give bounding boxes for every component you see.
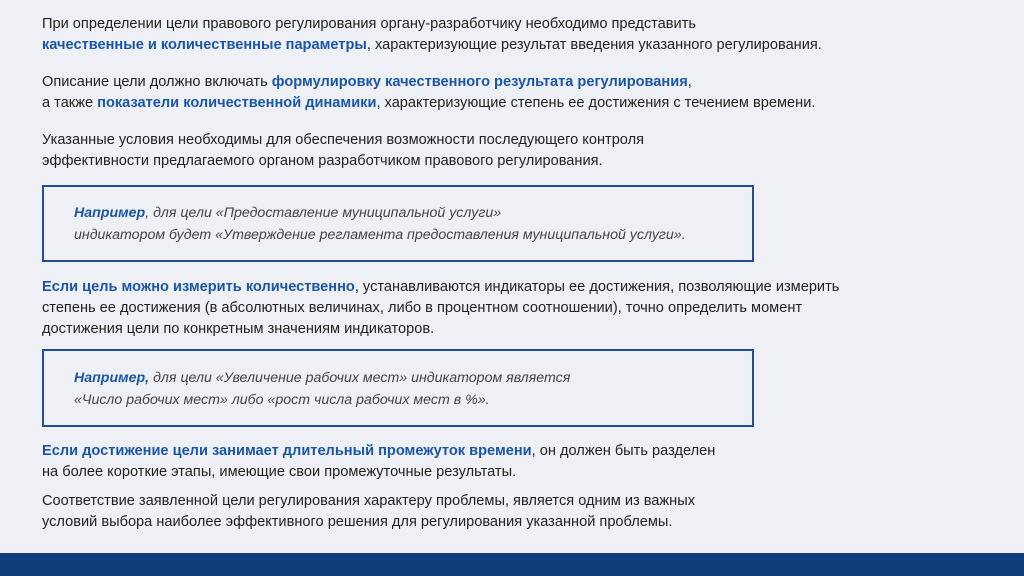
text-line: Указанные условия необходимы для обеспечения возможности последующего контроля <box>42 132 645 148</box>
example-text <box>74 367 570 411</box>
paragraph-goal-description <box>42 72 815 114</box>
example-lead: Например, <box>74 370 150 386</box>
paragraph-conclusion <box>42 491 695 533</box>
text-line <box>42 93 815 114</box>
text: для цели «Увеличение рабочих мест» индикатором является <box>149 370 571 386</box>
text: , он должен быть разделен <box>531 443 716 459</box>
highlight-long-term: Если достижение цели занимает длительный промежуток времени <box>42 443 532 459</box>
text-line: «Число рабочих мест» либо «рост числа рабочих мест в %». <box>74 392 490 408</box>
text: , характеризующие результат введения указанного регулирования. <box>366 37 822 53</box>
text-line <box>42 72 815 93</box>
example-box-municipal-service <box>42 185 754 262</box>
highlight-quantitative-dynamics: показатели количественной динамики <box>97 95 377 111</box>
footer-bar <box>0 553 1024 576</box>
text-line <box>42 441 715 462</box>
paragraph-parameters <box>42 14 822 56</box>
paragraph-long-term-goal <box>42 441 715 483</box>
text-line: на более короткие этапы, имеющие свои промежуточные результаты. <box>42 464 517 480</box>
text-line: условий выбора наиболее эффективного решения для регулирования указанной проблемы. <box>42 514 673 530</box>
text-line <box>42 35 822 56</box>
text: , устанавливаются индикаторы ее достижения, позволяющие измерить <box>354 279 840 295</box>
text-line: индикатором будет «Утверждение регламента предоставления муниципальной услуги». <box>74 227 686 243</box>
example-lead: Например <box>74 205 146 221</box>
text: При определении цели правового регулирования органу-разработчику необходимо представить <box>42 16 696 32</box>
text-line: степень ее достижения (в абсолютных величинах, либо в процентном соотношении), точно определить момент <box>42 300 803 316</box>
highlight-qualitative-result: формулировку качественного результата регулирования <box>271 74 688 90</box>
example-box-jobs <box>42 349 754 427</box>
highlight-measurable: Если цель можно измерить количественно <box>42 279 355 295</box>
paragraph-control-conditions <box>42 130 644 172</box>
text-line: Соответствие заявленной цели регулирования характеру проблемы, является одним из важных <box>42 493 696 509</box>
text-line <box>42 14 822 35</box>
text-line: эффективности предлагаемого органом разработчиком правового регулирования. <box>42 153 603 169</box>
text: , <box>687 74 692 90</box>
text-line <box>74 367 570 389</box>
text: Описание цели должно включать <box>42 74 272 90</box>
example-text <box>74 202 686 246</box>
text: , характеризующие степень ее достижения с течением времени. <box>376 95 816 111</box>
paragraph-quantitative-measure <box>42 277 839 340</box>
text-line <box>74 202 686 224</box>
text-line: достижения цели по конкретным значениям индикаторов. <box>42 321 435 337</box>
text-line <box>42 277 839 298</box>
text: а также <box>42 95 98 111</box>
text: , для цели «Предоставление муниципальной услуги» <box>145 205 502 221</box>
highlight-parameters: качественные и количественные параметры <box>42 37 367 53</box>
